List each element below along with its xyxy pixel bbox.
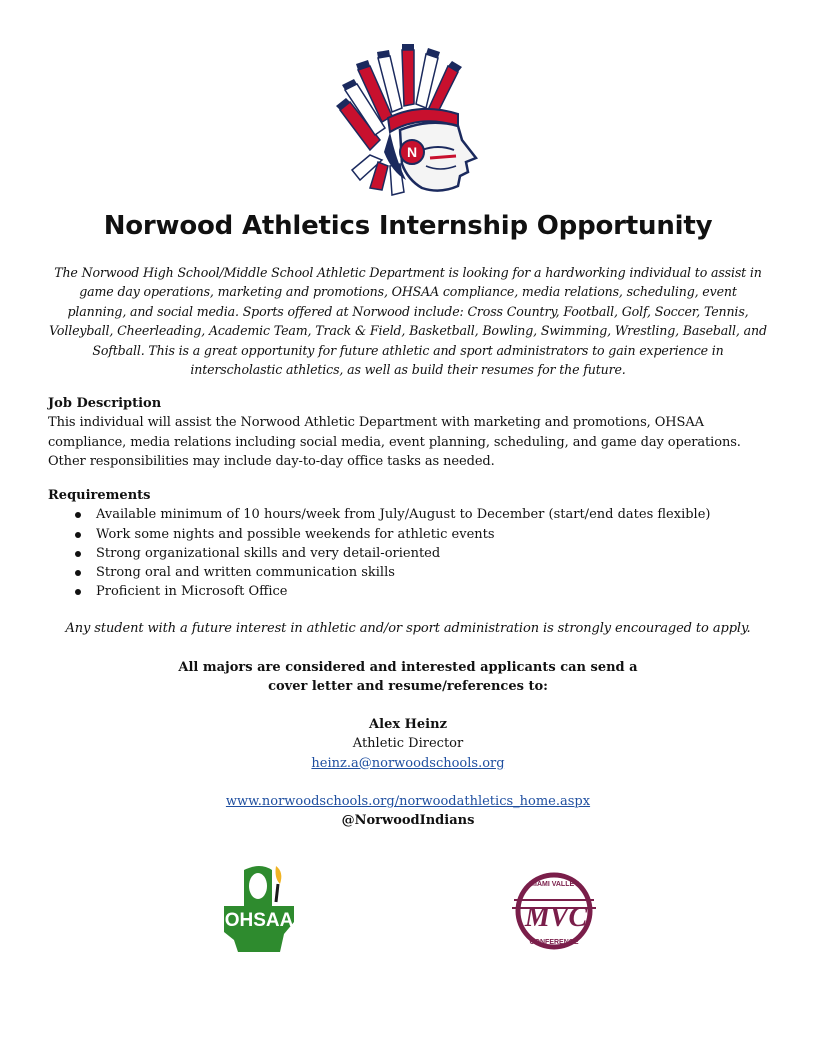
apply-line-1: All majors are considered and interested applicants can send a bbox=[178, 660, 638, 675]
list-item: Strong organizational skills and very detail-oriented bbox=[48, 544, 778, 563]
svg-text:MIAMI VALLEY: MIAMI VALLEY bbox=[529, 881, 579, 888]
page-title: Norwood Athletics Internship Opportunity bbox=[103, 211, 713, 241]
social-handle: @NorwoodIndians bbox=[341, 813, 475, 829]
mvc-logo bbox=[508, 870, 600, 952]
svg-text:MVC: MVC bbox=[524, 902, 588, 933]
contact-role: Athletic Director bbox=[352, 736, 464, 752]
norwood-mascot-logo bbox=[330, 40, 490, 200]
svg-text:CONFERENCE: CONFERENCE bbox=[529, 939, 579, 946]
intro-paragraph: The Norwood High School/Middle School Athletic Department is looking for a hardworking individual to assist in game day operations, marketing and promotions, OHSAA compliance, media relations, scheduling, event planning, and social media. Sports offered at Norwood include: Cross Country, Football, Golf, Soccer, Tennis, Volleyball, Cheerleading, Academic Team, Track & Field, Basketball, Bowling, Swimming, Wrestling, Baseball, and Softball. This is a great opportunity for future athletic and sport administrators to gain experience in interscholastic athletics, as well as build their resumes for the future. bbox=[49, 265, 767, 378]
list-item: Work some nights and possible weekends for athletic events bbox=[48, 525, 778, 544]
apply-line-2: cover letter and resume/references to: bbox=[268, 679, 548, 695]
apply-instructions bbox=[0, 658, 816, 697]
contact-name: Alex Heinz bbox=[369, 717, 447, 732]
job-description-heading: Job Description bbox=[48, 396, 162, 411]
closing-statement: Any student with a future interest in athletic and/or sport administration is strongly encouraged to apply. bbox=[65, 621, 751, 636]
list-item: Available minimum of 10 hours/week from July/August to December (start/end dates flexible) bbox=[48, 505, 778, 524]
svg-text:N: N bbox=[406, 144, 418, 160]
email-link[interactable]: heinz.a@norwoodschools.org bbox=[311, 755, 505, 771]
requirements-section bbox=[48, 486, 778, 602]
requirements-heading: Requirements bbox=[48, 488, 151, 503]
ohsaa-logo bbox=[214, 862, 306, 956]
job-description-section bbox=[48, 394, 778, 471]
website-link[interactable]: www.norwoodschools.org/norwoodathletics_home.aspx bbox=[225, 794, 591, 810]
contact-block bbox=[0, 715, 816, 831]
job-description-text: This individual will assist the Norwood Athletic Department with marketing and promotions, OHSAA compliance, media relations including social media, event planning, scheduling, and game day operations. Other responsibilities may include day-to-day office tasks as needed. bbox=[48, 415, 741, 469]
requirements-list bbox=[48, 505, 778, 601]
svg-text:OHSAA: OHSAA bbox=[224, 910, 294, 931]
list-item: Proficient in Microsoft Office bbox=[48, 582, 778, 601]
list-item: Strong oral and written communication skills bbox=[48, 563, 778, 582]
